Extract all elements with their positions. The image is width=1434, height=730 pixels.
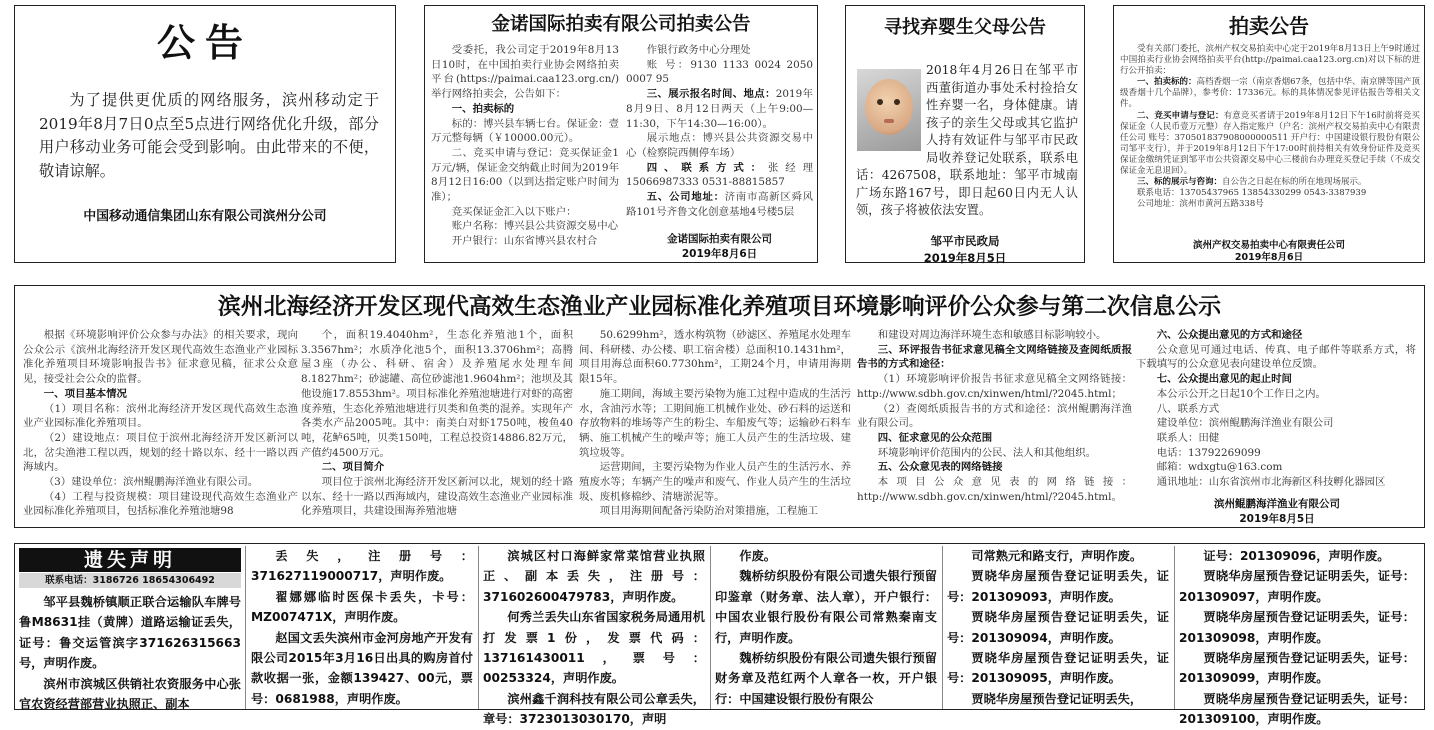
paragraph: 50.6299hm²，透水构筑物（砂滤区、养殖尾水处理车间、科研楼、办公楼、职工宿舍楼）总面积10.1431hm²，项目用海总面积60.7730hm²，工期24个月，申请用海期限15年。 bbox=[579, 329, 851, 386]
paragraph: 受有关部门委托，滨州产权交易拍卖中心定于2019年8月13日上午9时通过中国拍卖行业协会网络拍卖平台(http://paimai.caa123.org.cn)对以下标的进行公开拍卖： bbox=[1120, 44, 1420, 77]
lost-notice: 赵国文丢失滨州市金河房地产开发有限公司2015年3月16日出具的购房首付款收据一张，金额139427、00元，票号：0681988，声明作废。 bbox=[251, 630, 473, 706]
lost-notice: 滨州鑫千润科技有限公司公章丢失，章号：3723013030170，声明 bbox=[483, 691, 705, 727]
eia-col-4 bbox=[857, 328, 1132, 528]
infant-date: 2019年8月5日 bbox=[923, 251, 1007, 265]
auction2-date: 2019年8月6日 bbox=[1234, 252, 1304, 263]
paragraph: 四、联系方式：张经理 15066987333 0531-88815857 bbox=[626, 161, 813, 189]
paragraph: 联系电话：13705437965 13854330299 0543-3387939 bbox=[1137, 188, 1367, 199]
paragraph: 账户名称：博兴县公共资源交易中心 bbox=[451, 220, 619, 233]
lost-notice: 丢失，注册号：371627119000717，声明作废。 bbox=[251, 549, 473, 584]
section-heading: 四、征求意见的公众范围 bbox=[877, 431, 993, 444]
lost-notice: 证号：201309096，声明作废。 bbox=[1203, 549, 1390, 563]
paragraph: 八、联系方式 bbox=[1156, 402, 1220, 415]
lost-notice: 贾晓华房屋预告登记证明丢失，证号：201309100，声明作废。 bbox=[1179, 691, 1415, 727]
paragraph: 建设单位：滨州鲲鹏海洋渔业有限公司 bbox=[1156, 417, 1334, 430]
lost-notice: 贾晓华房屋预告登记证明丢失，证号：201309094，声明作废。 bbox=[947, 610, 1169, 645]
lost-notice: 贾晓华房屋预告登记证明丢失，证号：201309093，声明作废。 bbox=[947, 569, 1169, 604]
abandoned-infant-notice bbox=[845, 5, 1085, 263]
paragraph: 三、展示报名时间、地点：2019年8月9日、8月12日两天（上午9:00—11:30，下午14:30—16:00）。 bbox=[626, 88, 813, 130]
paragraph: 邮箱：wdxgtu@163.com bbox=[1156, 461, 1283, 474]
section-heading: 五、公众意见表的网络链接 bbox=[877, 461, 1003, 474]
auction2-signature: 滨州产权交易拍卖中心有限责任公司 bbox=[1192, 240, 1345, 251]
lost-header bbox=[19, 548, 241, 572]
eia-col-1 bbox=[23, 328, 298, 528]
auction-title: 金诺国际拍卖有限公司拍卖公告 bbox=[491, 14, 751, 35]
auction-date: 2019年8月6日 bbox=[681, 248, 758, 260]
lost-notice: 滨州市滨城区供销社农资服务中心张官农资经营部营业执照正、副本 bbox=[19, 676, 241, 712]
section-heading: 二、项目简介 bbox=[321, 461, 385, 474]
paragraph: 公众意见可通过电话、传真、电子邮件等联系方式，将下载填写的公众意见表向建设单位反馈。 bbox=[1136, 343, 1416, 371]
lost-col-3 bbox=[483, 546, 705, 727]
paragraph: 运营期间，主要污染物为作业人员产生的生活污水、养殖废水等；车辆产生的噪声和废气、作业人员产生的生活垃圾、废机修棉纱、清塘淤泥等。 bbox=[579, 461, 851, 503]
paragraph: （2）建设地点：项目位于滨州北海经济开发区新河以北，岔尖渔港工程以西，规划的经十路以东、经十一路以西海域内。 bbox=[23, 431, 298, 474]
paragraph: 公司地址：滨州市黄河五路338号 bbox=[1137, 199, 1264, 210]
paragraph: 根据《环境影响评价公众参与办法》的相关要求，现向公众公示《滨州北海经济开发区现代高效生态渔业产业园标准化养殖项目环境影响报告书》征求意见稿，征求公众意见，接受社会公众的监督。 bbox=[23, 329, 298, 386]
section-heading: 一、拍卖标的 bbox=[451, 102, 515, 115]
eia-col-5 bbox=[1136, 328, 1416, 500]
paragraph: （1）项目名称：滨州北海经济开发区现代高效生态渔业产业园标准化养殖项目。 bbox=[23, 402, 298, 430]
lost-notice: 翟娜娜临时医保卡丢失，卡号：MZ007471X，声明作废。 bbox=[251, 589, 473, 625]
auction-col-1 bbox=[431, 43, 619, 261]
lost-col-5 bbox=[947, 546, 1169, 710]
paragraph: （1）环境影响评价报告书征求意见稿全文网络链接：http://www.sdbh.gov.cn/xinwen/html/?2045.html； bbox=[857, 373, 1132, 400]
paragraph: 账 号：9130 1133 0024 2050 0007 95 bbox=[626, 58, 813, 86]
lost-notice: 魏桥纺织股份有限公司遗失银行预留印鉴章（财务章、法人章），开户银行：中国农业银行股份有限公司常熟秦南支行，声明作废。 bbox=[715, 569, 937, 645]
eia-title: 滨州北海经济开发区现代高效生态渔业产业园标准化养殖项目环境影响评价公众参与第二次信息公示 bbox=[217, 294, 1222, 320]
lost-notice: 贾晓华房屋预告登记证明丢失，证号：201309097，声明作废。 bbox=[1179, 569, 1415, 604]
section-heading: 三、环评报告书征求意见稿全文网络链接及查阅纸质报告书的方式和途径： bbox=[857, 343, 1132, 371]
notice-body: 为了提供更优质的网络服务，滨州移动定于2019年8月7日0点至5点进行网络优化升级，部分用户移动业务可能会受到影响。由此带来的不便，敬请谅解。 bbox=[39, 91, 379, 180]
lost-declarations bbox=[14, 543, 1425, 727]
section-heading: 七、公众提出意见的起止时间 bbox=[1156, 373, 1292, 386]
infant-body-text: 2018年4月26日在邹平市西董街道办事处禾村捡拾女性弃婴一名，身体健康。请孩子的亲生父母或其它监护人持有效证件与邹平市民政局收养登记处联系，联系电话：4267508，联系地址：邹平市城南广场东路167号，即日起60日内无人认领，孩子将被依法安置。 bbox=[856, 63, 1078, 217]
paragraph: 作银行政务中心分理处 bbox=[646, 44, 751, 56]
lost-notice: 司常熟元和路支行，声明作废。 bbox=[971, 549, 1143, 563]
lost-notice: 贾晓华房屋预告登记证明丢失， bbox=[971, 691, 1143, 706]
lost-notice: 滨城区村口海鲜家常菜馆营业执照正、副本丢失，注册号：371602600479783，声明作废。 bbox=[483, 549, 705, 604]
paragraph: （3）建设单位：滨州鲲鹏海洋渔业有限公司。 bbox=[43, 476, 259, 489]
eia-signature: 滨州鲲鹏海洋渔业有限公司 bbox=[1214, 498, 1340, 510]
paragraph: 联系人：田健 bbox=[1156, 431, 1220, 444]
lost-title: 遗失声明 bbox=[83, 549, 176, 571]
paragraph: （2）查阅纸质报告书的方式和途径：滨州鲲鹏海洋渔业有限公司。 bbox=[857, 402, 1132, 430]
infant-title: 寻找弃婴生父母公告 bbox=[884, 17, 1046, 38]
lost-col-2 bbox=[251, 546, 473, 710]
lost-col-1 bbox=[19, 592, 241, 710]
infant-body bbox=[856, 62, 1078, 220]
lost-notice: 贾晓华房屋预告登记证明丢失，证号：201309095，声明作废。 bbox=[947, 651, 1169, 686]
paragraph: 项目用海期间配备污染防治对策措施，工程施工 bbox=[599, 505, 818, 518]
notice-signature: 中国移动通信集团山东有限公司滨州分公司 bbox=[83, 209, 327, 224]
notice-china-mobile bbox=[14, 5, 396, 263]
lost-phone: 联系电话：3186726 18654306492 bbox=[19, 573, 241, 588]
paragraph: （4）工程与投资规模：项目建设现代高效生态渔业产业园标准化养殖项目，包括标准化养殖池塘98 bbox=[23, 490, 298, 518]
eia-date: 2019年8月5日 bbox=[1239, 513, 1315, 525]
lost-notice: 何秀兰丢失山东省国家税务局通用机打发票1份，发票代码：137161430011，票号：00253324，声明作废。 bbox=[483, 610, 705, 686]
paragraph: 本项目公众意见表的网络链接：http://www.sdbh.gov.cn/xinwen/html/?2045.html。 bbox=[857, 476, 1132, 503]
auction-notice-jinnuo bbox=[424, 5, 818, 263]
section-heading: 六、公众提出意见的方式和途径 bbox=[1156, 329, 1303, 341]
lost-notice: 贾晓华房屋预告登记证明丢失，证号：201309099，声明作废。 bbox=[1179, 651, 1415, 686]
paragraph: 标的：博兴县车辆七台。保证金：壹万元整每辆（￥10000.00元）。 bbox=[431, 117, 619, 145]
infant-signature: 邹平市民政局 bbox=[930, 234, 1000, 248]
paragraph: 环境影响评价范围内的公民、法人和其他组织。 bbox=[877, 446, 1096, 459]
eia-notice bbox=[14, 285, 1425, 528]
lost-col-6 bbox=[1179, 546, 1415, 727]
eia-col-2 bbox=[301, 328, 573, 528]
lost-notice: 邹平县魏桥镇顺正联合运输队车牌号鲁M8631挂（黄牌）道路运输证丢失，证号：鲁交运管滨字371626315663号，声明作废。 bbox=[19, 595, 241, 671]
paragraph: 受委托，我公司定于2019年8月13日10时，在中国拍卖行业协会网络拍卖平台(https://paimai.caa123.org.cn/)举行网络拍卖会，公告如下： bbox=[431, 44, 619, 101]
paragraph: 开户银行：山东省博兴县农村合 bbox=[451, 235, 598, 248]
auction-col-2 bbox=[626, 43, 813, 233]
eia-col-3 bbox=[579, 328, 851, 528]
paragraph: 三、标的展示与咨询：自公告之日起在标的所在地现场展示。 bbox=[1137, 177, 1367, 188]
paragraph: 项目位于滨州北海经济开发区新河以北，规划的经十路以东、经十一路以西海域内，建设高效生态渔业产业园标准化养殖项目，共建设围海养殖池塘 bbox=[301, 476, 573, 518]
lost-notice: 魏桥纺织股份有限公司遗失银行预留财务章及范红两个人章各一枚，开户银行：中国建设银行股份有限公 bbox=[715, 651, 937, 706]
lost-notice: 贾晓华房屋预告登记证明丢失，证号：201309098，声明作废。 bbox=[1179, 610, 1415, 645]
auction-signature: 金诺国际拍卖有限公司 bbox=[667, 233, 772, 245]
paragraph: 竞买保证金汇入以下账户： bbox=[451, 205, 577, 218]
section-heading: 一、项目基本情况 bbox=[43, 387, 127, 400]
notice-title: 公告 bbox=[156, 21, 253, 65]
paragraph: 通讯地址：山东省滨州市北海新区科技孵化器园区 bbox=[1156, 476, 1386, 489]
paragraph: 一、拍卖标的：高档香烟一宗（南京香烟67条，包括中华、南京牌等国产顶级香烟十几个品牌），参考价：17336元。标的具体情况参见评估报告等相关文件。 bbox=[1120, 77, 1420, 110]
paragraph: 施工期间，海域主要污染物为施工过程中造成的生活污水，含油污水等；工期间施工机械作业处、砂石料的运送和存放物料的堆场等产生的粉尘、车船废气等；运输砂石料车辆、施工机械产生的噪声等；施工人员产生的生活垃圾、建筑垃圾等。 bbox=[579, 387, 851, 459]
paragraph: 和建设对周边海洋环境生态和敏感目标影响较小。 bbox=[877, 329, 1107, 341]
paragraph: 个，面积19.4040hm²，生态化养殖池1个，面积3.3567hm²；水质净化池5个，面积13.3706hm²；高腾屋3座（办公、科研、宿舍）及养殖尾水处理车间8.1827hm²；砂滤罐、高位砂滤池1.9604hm²；池坝及其他设施17.8553hm²。项目标准化养殖池塘进行对虾的高密度养殖，生态化养殖池塘进行贝类和鱼类的混养。实现年产各类水产品2005吨。其中：南美白对虾1750吨，梭鱼40吨，花鲈65吨，贝类150吨，工程总投资14886.82万元，产值约4500万元。 bbox=[301, 329, 573, 459]
auction2-body bbox=[1120, 44, 1420, 244]
paragraph: 本公示公开之日起10个工作日之内。 bbox=[1156, 387, 1326, 400]
auction2-title: 拍卖公告 bbox=[1229, 14, 1309, 38]
auction-notice-binzhou bbox=[1113, 5, 1425, 263]
paragraph: 二、竞买申请与登记：有意竞买者请于2019年8月12日下午16时前将竞买保证金（人民币壹万元整）存入指定账户（户名：滨州产权交易拍卖中心有限责任公司 账号：370501837908000000511 开户行：中国建设银行股份有限公司邹平支行），并于2019年8月12日下午17:00时前持相关有效身份证件及竞买保证金缴纳凭证到邹平市公共资源交易中心三楼前台办理竞买登记手续（不成交保证金无息退回）。 bbox=[1120, 110, 1420, 177]
lost-col-4 bbox=[715, 546, 937, 710]
paragraph: 展示地点：博兴县公共资源交易中心（检察院西侧停车场） bbox=[626, 132, 813, 159]
lost-notice: 作废。 bbox=[739, 549, 776, 563]
paragraph: 电话：13792269099 bbox=[1156, 446, 1261, 459]
paragraph: 二、竞买申请与登记：竞买保证金1万元/辆，保证金交纳截止时间为2019年8月12日16:00（以到达指定账户时间为准）； bbox=[431, 146, 619, 204]
paragraph: 五、公司地址：济南市高新区舜风路101号齐鲁文化创意基地4号楼5层 bbox=[626, 191, 813, 218]
